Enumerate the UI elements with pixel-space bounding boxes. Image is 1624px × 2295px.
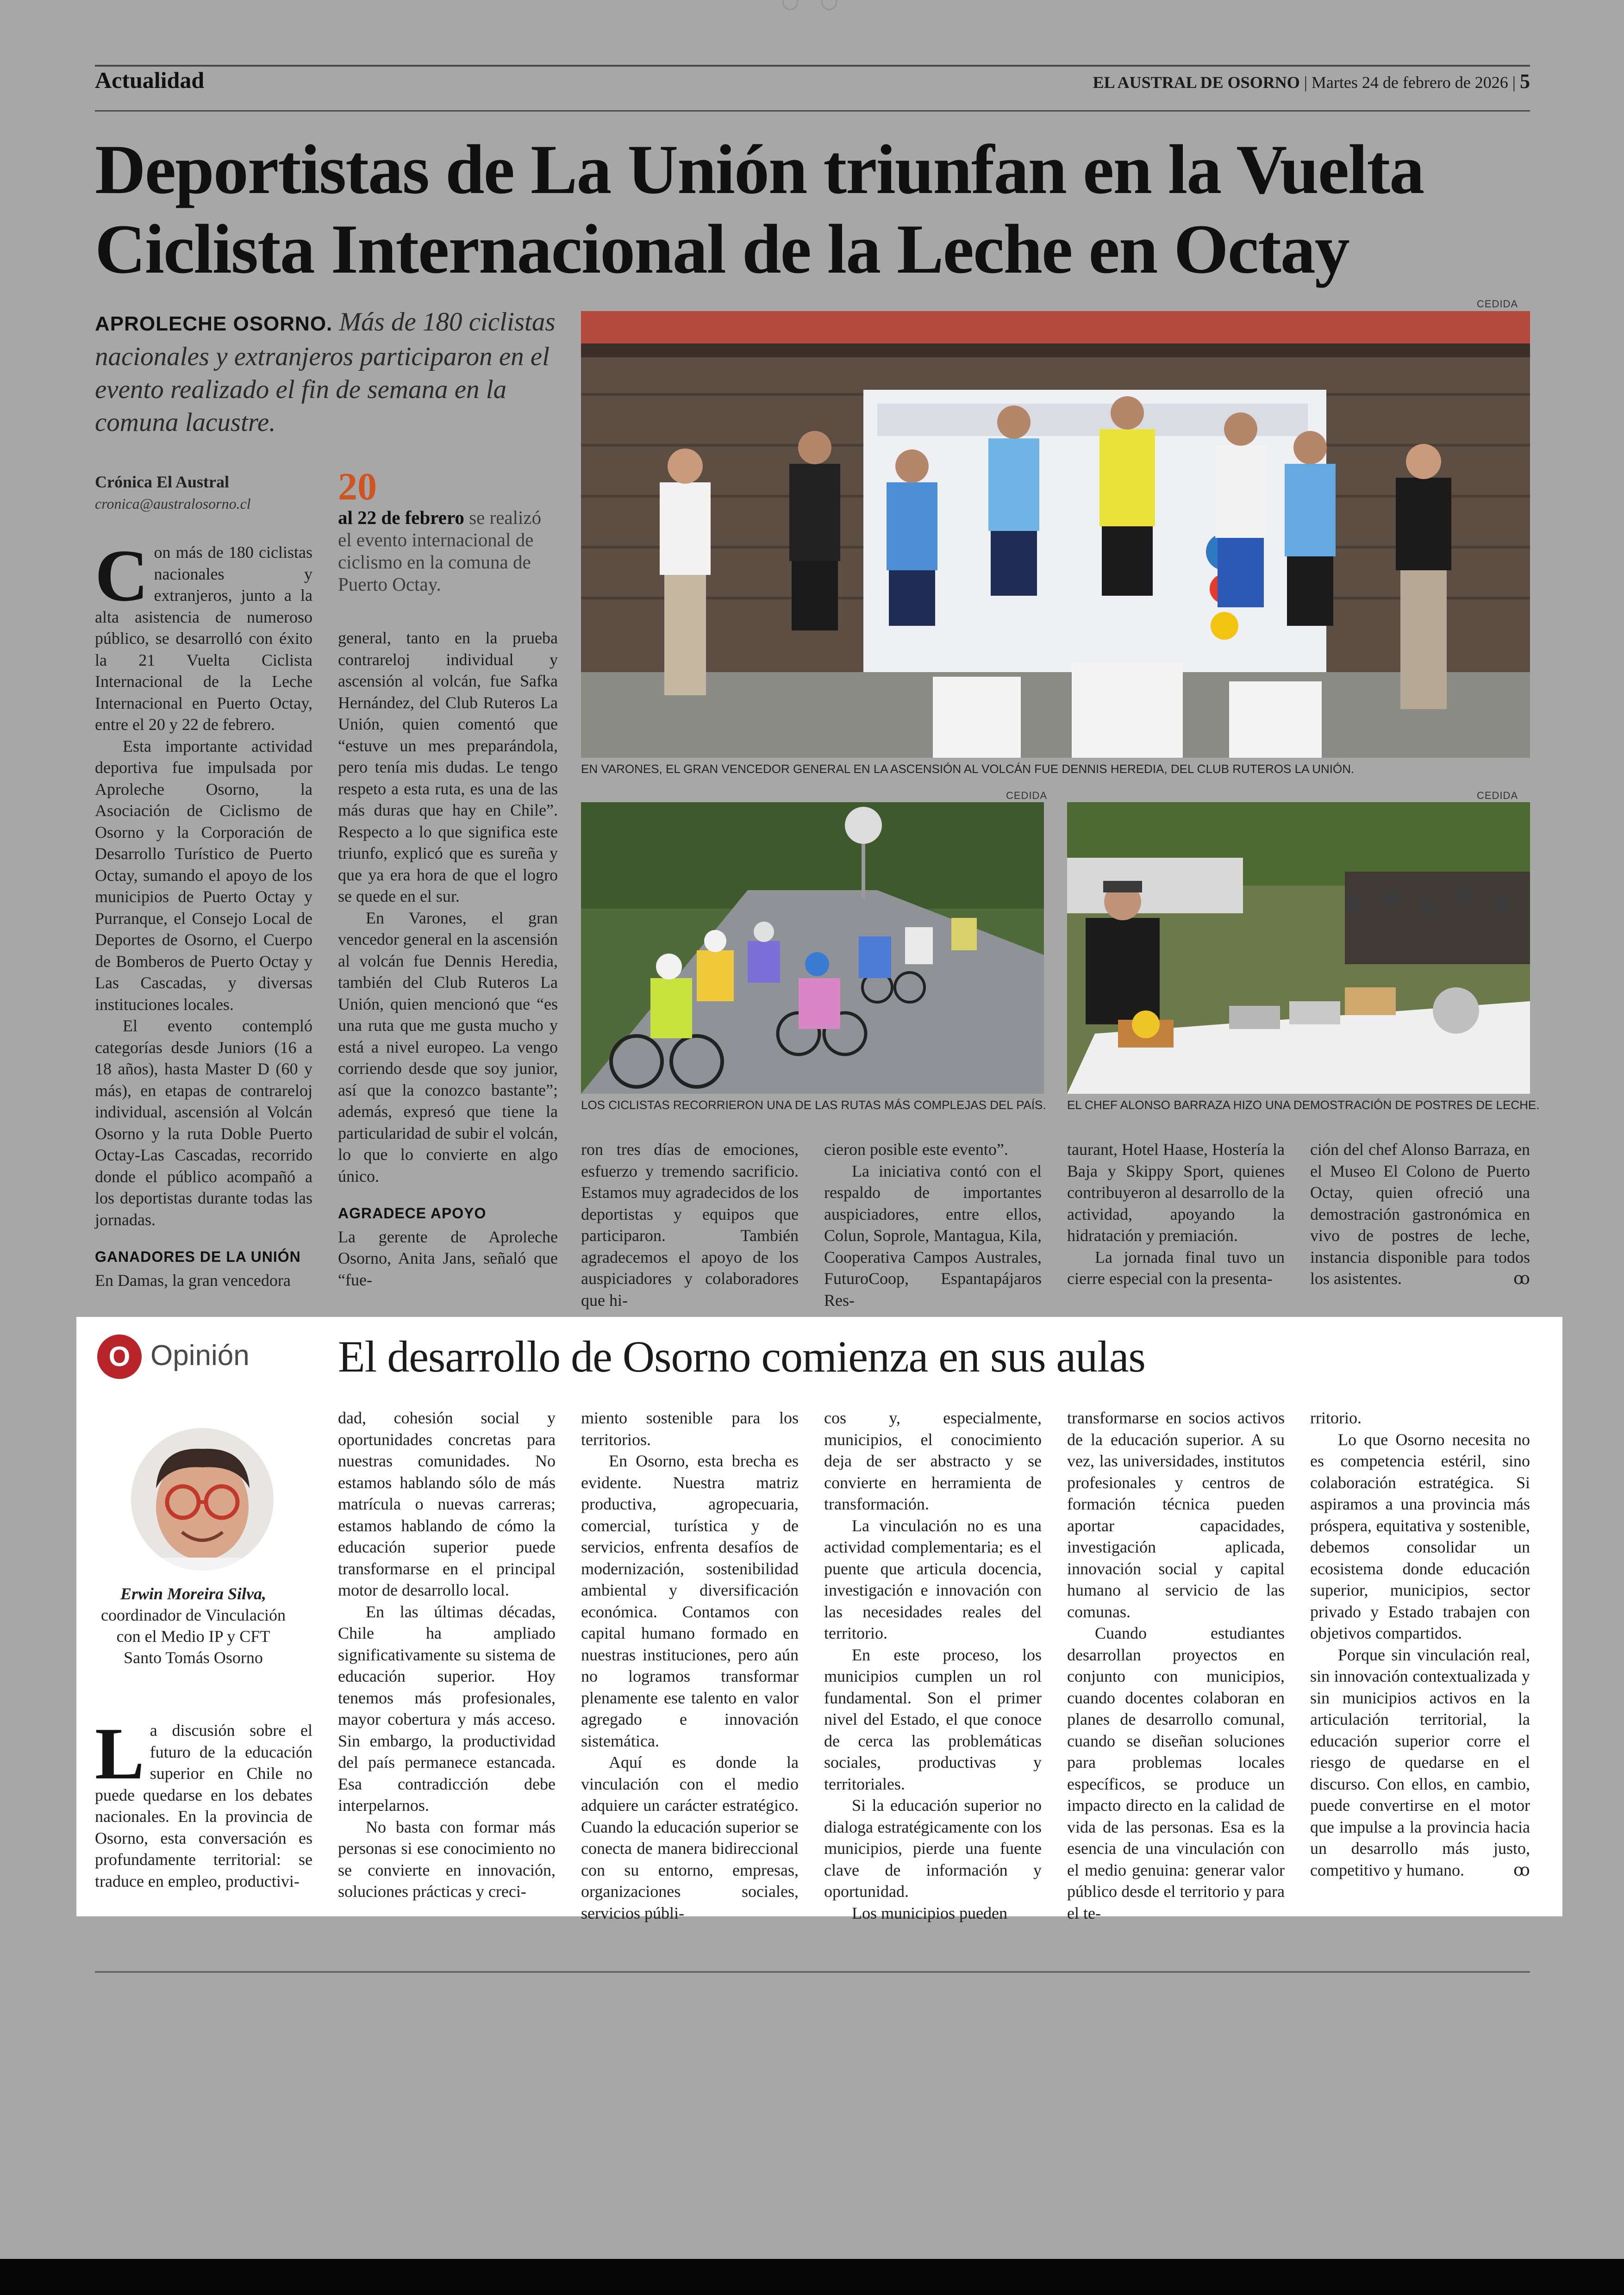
opinion-section bbox=[76, 1317, 1562, 1922]
article-column-5 bbox=[1067, 1139, 1285, 1290]
opinion-badge-icon: O bbox=[97, 1335, 142, 1379]
opinion-column-6 bbox=[1310, 1407, 1530, 1881]
date-highlight bbox=[338, 465, 556, 595]
opinion-column-1 bbox=[95, 1712, 312, 1892]
photo-caption: EL CHEF ALONSO BARRAZA HIZO UNA DEMOSTRACIÓN DE POSTRES DE LECHE. bbox=[1067, 1098, 1540, 1112]
photo-credit: CEDIDA bbox=[1477, 298, 1518, 310]
opinion-title: El desarrollo de Osorno comienza en sus aulas bbox=[338, 1332, 1145, 1381]
paragraph: taurant, Hotel Haase, Hostería la Baja y Skippy Sport, quienes contribuyeron al desarrollo de la actividad, apoyando la hidratación y premiación. bbox=[1067, 1140, 1285, 1245]
paragraph: La iniciativa contó con el respaldo de importantes auspiciadores, entre ellos, Colun, Soprole, Mantagua, Kila, Cooperativa Campos Australes, FuturoCoop, Espantapájaros Res- bbox=[824, 1161, 1042, 1310]
paragraph: miento sostenible para los territorios. bbox=[581, 1409, 799, 1449]
paragraph: ción del chef Alonso Barraza, en el Museo El Colono de Puerto Octay, quien ofreció una demostración gastronómica en vivo de postres de leche, instancia disponible para todos los asistentes. bbox=[1310, 1140, 1530, 1288]
section-label: Actualidad bbox=[95, 67, 205, 93]
author-email: cronica@australosorno.cl bbox=[95, 495, 251, 512]
subhead-winners: GANADORES DE LA UNIÓN bbox=[95, 1248, 301, 1265]
paragraph: Si la educación superior no dialoga estratégicamente con los municipios, pierde una fuente clave de información y oportunidad. bbox=[824, 1796, 1042, 1901]
paragraph: ron tres días de emociones, esfuerzo y tremendo sacrificio. Estamos muy agradecidos de los deportistas y equipos que participaron. También agradecemos el apoyo de los auspiciadores y colaboradores que hi- bbox=[581, 1140, 799, 1310]
paragraph: En Damas, la gran vencedora bbox=[95, 1271, 291, 1290]
podium-photo[interactable] bbox=[581, 311, 1530, 758]
photo-credit: CEDIDA bbox=[1477, 790, 1518, 801]
paragraph: rritorio. bbox=[1310, 1409, 1362, 1427]
photo-credit: CEDIDA bbox=[1006, 790, 1048, 801]
opinion-author bbox=[76, 1583, 310, 1668]
paragraph: En las últimas décadas, Chile ha ampliado significativamente su sistema de educación superior. Hoy tenemos más profesionales, mayor cobertura y más acceso. Sin embargo, la productividad del país permanece estancada. Esa contradicción debe interpelarnos. bbox=[338, 1602, 556, 1815]
paragraph: Cuando estudiantes desarrollan proyectos en conjunto con municipios, cuando docentes colaboran en planes de desarrollo comunal, cuando se diseñan soluciones para problemas locales específicos, se produce un impacto directo en la calidad de vida de las personas. Esa es la esencia de una vinculación con el medio genuina: generar valor público desde el territorio y para el te- bbox=[1067, 1624, 1285, 1922]
photo-caption: LOS CICLISTAS RECORRIERON UNA DE LAS RUTAS MÁS COMPLEJAS DEL PAÍS. bbox=[581, 1098, 1046, 1112]
article-column-3 bbox=[581, 1139, 799, 1311]
opinion-column-2 bbox=[338, 1407, 556, 1902]
footer-rule bbox=[95, 1971, 1530, 1973]
paragraph: La jornada final tuvo un cierre especial con la presenta- bbox=[1067, 1247, 1285, 1288]
viewer-page-indicator[interactable] bbox=[782, 0, 837, 10]
paragraph: No basta con formar más personas si ese conocimiento no se convierte en innovación, soluciones prácticas y creci- bbox=[338, 1817, 556, 1901]
page-dot-icon[interactable] bbox=[782, 0, 798, 10]
subhead-support: AGRADECE APOYO bbox=[338, 1205, 487, 1222]
paragraph: En este proceso, los municipios cumplen un rol fundamental. Son el primer nivel del Estado, el que conoce de cerca las problemáticas sociales, productivas y territoriales. bbox=[824, 1645, 1042, 1793]
date-description: se realizó el evento internacional de ciclismo en la comuna de Puerto Octay. bbox=[338, 507, 542, 595]
headline-line-2: Ciclista Internacional de la Leche en Octay bbox=[95, 210, 1349, 288]
date-number: 20 bbox=[338, 465, 377, 508]
paragraph: general, tanto en la prueba contrareloj individual y ascensión al volcán, fue Safka Hernández, del Club Ruteros La Unión, quien comentó que “estuve un mes preparándola, pero tenía mis dudas. Le tengo respeto a esta ruta, es una de las más duras que hay en Chile”. Respecto a lo que significa este triunfo, explicó que es sureña y que ya era hora de que el logro se quede en el sur. bbox=[338, 629, 558, 905]
article-kicker bbox=[95, 306, 558, 439]
author-avatar bbox=[131, 1428, 274, 1571]
paragraph: La vinculación no es una actividad complementaria; es el puente que articula docencia, investigación e innovación con las necesidades reales del territorio. bbox=[824, 1516, 1042, 1642]
opinion-column-3 bbox=[581, 1407, 799, 1924]
header-top-rule bbox=[95, 65, 1530, 67]
article-column-4 bbox=[824, 1139, 1042, 1311]
author-role: coordinador de Vinculación con el Medio IP y CFT Santo Tomás Osorno bbox=[100, 1606, 286, 1667]
paragraph: Esta importante actividad deportiva fue impulsada por Aproleche Osorno, la Asociación de Ciclismo de Osorno y la Corporación de Desarrollo Turístico de Puerto Octay, sumando el apoyo de los municipios de Puerto Octay y Purranque, el Consejo Local de Deportes de Osorno, el Cuerpo de Bomberos de Puerto Octay y Las Cascadas, y diversas instituciones locales. bbox=[95, 736, 312, 1014]
opinion-column-5 bbox=[1067, 1407, 1285, 1924]
paragraph: Lo que Osorno necesita no es competencia estéril, sino colaboración estratégica. Si aspiramos a una provincia más próspera, equitativa y sostenible, debemos consolidar un ecosistema donde educación superior, municipios, sector privado y Estado trabajen con objetivos compartidos. bbox=[1310, 1430, 1530, 1642]
article-headline bbox=[95, 130, 1530, 289]
paragraph: En Varones, el gran vencedor general en la ascensión al volcán fue Dennis Heredia, también del Club Ruteros La Unión, quien mencionó que “es una ruta que me gusta mucho y está a nivel europeo. La vengo corriendo desde que soy junior, así que la conozco bastante”; además, expresó que tiene la particularidad de subir el volcán, lo que lo convierte en algo único. bbox=[338, 908, 558, 1185]
page-dot-icon[interactable] bbox=[821, 0, 837, 10]
paragraph: El evento contempló categorías desde Juniors (16 a 18 años), hasta Master D (60 y más), en etapas de contrareloj individual, ascensión al Volcán Osorno y la ruta Doble Puerto Octay-Las Cascadas, recorrido donde el público acompañó a los deportistas durante todas las jornadas. bbox=[95, 1017, 312, 1229]
end-mark-icon: ꝏ bbox=[1513, 1860, 1530, 1879]
issue-date: Martes 24 de febrero de 2026 bbox=[1311, 73, 1508, 92]
paragraph: En Osorno, esta brecha es evidente. Nuestra matriz productiva, agropecuaria, comercial, turística y de servicios, enfrenta desafíos de modernización, sostenibilidad ambiental y diversificación económica. Contamos con capital humano formado en nuestras instituciones, pero aún no logramos transformar plenamente ese talento en valor agregado e innovación sistemática. bbox=[581, 1452, 799, 1750]
viewer-bottom-bar bbox=[0, 2259, 1624, 2295]
article-column-6 bbox=[1310, 1139, 1530, 1290]
paragraph: La gerente de Aproleche Osorno, Anita Jans, señaló que “fue- bbox=[338, 1227, 558, 1289]
masthead: EL AUSTRAL DE OSORNO | Martes 24 de febrero de 2026 | 5 bbox=[1093, 70, 1530, 93]
opinion-label: Opinión bbox=[150, 1340, 250, 1372]
article-column-1 bbox=[95, 534, 312, 1291]
author-name: Erwin Moreira Silva, bbox=[120, 1584, 267, 1603]
paper-name: EL AUSTRAL DE OSORNO bbox=[1093, 73, 1300, 92]
end-mark-icon: ꝏ bbox=[1513, 1269, 1530, 1288]
headline-line-1: Deportistas de La Unión triunfan en la Vuelta bbox=[95, 131, 1424, 208]
drop-cap: L bbox=[95, 1712, 144, 1795]
kicker-lead: APROLECHE OSORNO. bbox=[95, 312, 333, 335]
paragraph: on más de 180 ciclistas nacionales y extranjeros, junto a la alta asistencia de numeroso público, se desarrolló con éxito la 21 Vuelta Ciclista Internacional de la Leche Internacional en Puerto Octay, entre el 20 y 22 de febrero. bbox=[95, 543, 312, 734]
paragraph: transformarse en socios activos de la educación superior. A su vez, las universidades, institutos profesionales y centros de formación técnica pueden aportar capacidades, investigación aplicada, innovación social y capital humano al servicio de las comunas. bbox=[1067, 1409, 1285, 1621]
photo-caption: EN VARONES, EL GRAN VENCEDOR GENERAL EN LA ASCENSIÓN AL VOLCÁN FUE DENNIS HEREDIA, DEL CLUB RUTEROS LA UNIÓN. bbox=[581, 762, 1355, 776]
author-name: Crónica El Austral bbox=[95, 473, 230, 491]
paragraph: Aquí es donde la vinculación con el medio adquiere un carácter estratégico. Cuando la educación superior se conecta de manera bidireccional con su entorno, empresas, organizaciones sociales, servicios públi- bbox=[581, 1753, 799, 1922]
paragraph: dad, cohesión social y oportunidades concretas para nuestras comunidades. No estamos hablando sólo de más matrícula o nuevas carreras; estamos hablando de cómo la educación superior puede transformarse en el principal motor de desarrollo local. bbox=[338, 1409, 556, 1599]
paragraph: Porque sin vinculación real, sin innovación contextualizada y sin municipios activos en la articulación territorial, la educación superior corre el riesgo de quedarse en el discurso. Con ellos, en cambio, puede convertirse en el motor que impulse a la provincia hacia un desarrollo más justo, competitivo y humano. bbox=[1310, 1645, 1530, 1879]
drop-cap: C bbox=[95, 534, 149, 617]
paragraph: a discusión sobre el futuro de la educación superior en Chile no puede quedarse en los debates nacionales. En la provincia de Osorno, esta conversación es profundamente territorial: se traduce en empleo, productivi- bbox=[95, 1721, 312, 1890]
byline bbox=[95, 472, 326, 512]
article-column-2 bbox=[338, 627, 558, 1291]
paragraph: Los municipios pueden bbox=[852, 1903, 1007, 1922]
page-number: 5 bbox=[1520, 70, 1530, 93]
kicker-text: Más de 180 ciclistas nacionales y extranjeros participaron en el evento realizado el fin de semana en la comuna lacustre. bbox=[95, 307, 556, 437]
opinion-column-4 bbox=[824, 1407, 1042, 1924]
date-range: al 22 de febrero bbox=[338, 507, 464, 528]
header-bottom-rule bbox=[95, 110, 1530, 112]
paragraph: cos y, especialmente, municipios, el conocimiento deja de ser abstracto y se convierte en herramienta de transformación. bbox=[824, 1409, 1042, 1513]
chef-photo[interactable] bbox=[1067, 802, 1530, 1094]
cyclists-photo[interactable] bbox=[581, 802, 1044, 1094]
paragraph: cieron posible este evento”. bbox=[824, 1140, 1008, 1159]
